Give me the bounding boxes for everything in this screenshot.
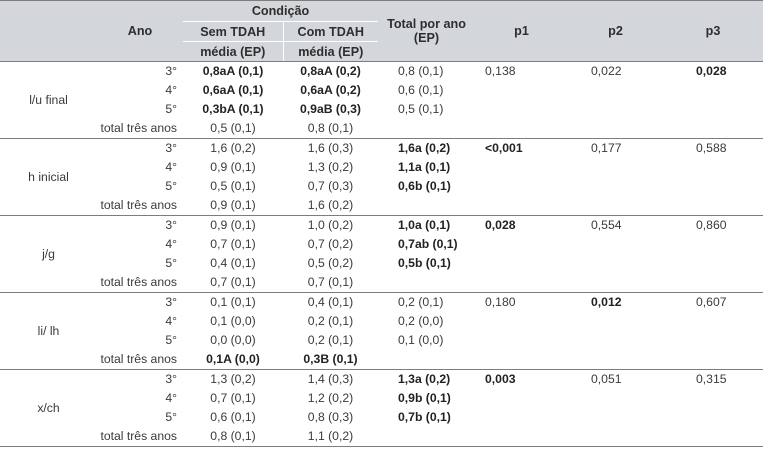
sem-tdah-cell: 0,1 (0,0) [210,314,256,328]
table-row [0,196,763,216]
ano-cell: 5° [165,410,177,424]
p2-cell: 0,051 [591,372,622,386]
sem-tdah-cell: 0,0 (0,0) [210,333,256,347]
total-por-ano-cell: 0,1 (0,0) [398,333,444,347]
com-tdah-cell: 1,1 (0,2) [283,427,378,447]
total-por-ano-cell [378,427,475,447]
com-tdah-cell: 0,8aA (0,2) [300,64,361,78]
total-por-ano-cell: 0,2 (0,0) [398,314,444,328]
total-por-ano-cell [378,119,475,139]
sem-tdah-cell: 0,5 (0,1) [183,119,283,139]
p2-cell-empty [568,177,663,196]
table-row [0,235,763,254]
p3-cell-empty [663,408,763,427]
com-tdah-cell: 0,9aB (0,3) [300,102,361,116]
table-row [0,408,763,427]
p3-cell-empty [663,158,763,177]
com-tdah-cell: 0,3B (0,1) [283,350,378,370]
ano-cell: 5° [165,179,177,193]
p1-cell: 0,180 [485,295,516,309]
total-por-ano-cell: 0,2 (0,1) [398,295,444,309]
total-por-ano-cell: 0,8 (0,1) [398,64,444,78]
ano-cell: 4° [165,314,177,328]
p2-cell-empty [568,81,663,100]
p1-cell-empty [475,196,568,216]
p1-cell: 0,138 [485,64,516,78]
total-por-ano-cell: 0,5 (0,1) [398,102,444,116]
p3-cell-empty [663,427,763,447]
table-row [0,139,763,159]
header-sem-tdah: Sem TDAH [183,22,283,42]
p3-cell-empty [663,254,763,273]
ano-cell: total três anos [97,196,183,216]
row-group-label: li/ lh [0,293,97,370]
sem-tdah-cell: 0,8aA (0,1) [202,64,264,78]
p2-cell-empty [568,196,663,216]
sem-tdah-cell: 0,9 (0,1) [183,196,283,216]
p1-cell-empty [475,81,568,100]
p3-cell-empty [663,196,763,216]
p1-cell-empty [475,100,568,119]
total-por-ano-cell [378,350,475,370]
table-row [0,100,763,119]
header-p2: p2 [568,1,663,62]
p2-cell-empty [568,350,663,370]
table-row [0,331,763,350]
sem-tdah-cell: 0,9 (0,1) [210,160,256,174]
p1-cell-empty [475,119,568,139]
p2-cell-empty [568,119,663,139]
p2-cell-empty [568,158,663,177]
p1-cell-empty [475,350,568,370]
com-tdah-cell: 0,7 (0,1) [283,273,378,293]
p2-cell: 0,554 [591,218,622,232]
com-tdah-cell: 0,8 (0,1) [283,119,378,139]
table-row [0,177,763,196]
row-group-label: h inicial [0,139,97,216]
ano-cell: total três anos [97,427,183,447]
table-row [0,62,763,82]
com-tdah-cell: 0,8 (0,3) [307,410,354,424]
header-p1: p1 [475,1,568,62]
total-por-ano-cell: 0,6b (0,1) [398,179,451,193]
ano-cell: 3° [165,372,177,386]
com-tdah-cell: 0,2 (0,1) [307,333,354,347]
total-por-ano-cell: 1,1a (0,1) [398,160,451,174]
ano-cell: 5° [165,102,177,116]
ano-cell: 3° [165,64,177,78]
p3-cell-empty [663,119,763,139]
p3-cell-empty [663,331,763,350]
sem-tdah-cell: 0,4 (0,1) [210,256,256,270]
table-row [0,254,763,273]
sem-tdah-cell: 0,9 (0,1) [210,218,256,232]
p3-cell-empty [663,312,763,331]
table-header [0,1,763,62]
p3-cell: 0,607 [696,295,727,309]
total-por-ano-cell: 0,5b (0,1) [398,256,451,270]
com-tdah-cell: 1,6 (0,3) [307,141,354,155]
sem-tdah-cell: 0,1A (0,0) [183,350,283,370]
sem-tdah-cell: 0,8 (0,1) [183,427,283,447]
com-tdah-cell: 1,3 (0,2) [307,160,354,174]
com-tdah-cell: 1,0 (0,2) [307,218,354,232]
header-com-tdah: Com TDAH [283,22,378,42]
header-media-ep-sem: média (EP) [183,42,283,62]
total-por-ano-cell: 0,9b (0,1) [398,391,451,405]
p2-cell-empty [568,408,663,427]
p1-cell: 0,028 [485,218,516,232]
p1-cell-empty [475,235,568,254]
com-tdah-cell: 0,4 (0,1) [307,295,354,309]
p2-cell: 0,012 [591,295,622,309]
row-group-label: l/u final [0,62,97,139]
ano-cell: 4° [165,83,177,97]
sem-tdah-cell: 1,3 (0,2) [210,372,256,386]
table-row [0,216,763,236]
p1-cell-empty [475,312,568,331]
table-row [0,293,763,313]
sem-tdah-cell: 0,1 (0,1) [210,295,256,309]
sem-tdah-cell: 1,6 (0,2) [210,141,256,155]
row-group-label: x/ch [0,370,97,447]
header-ano: Ano [97,1,183,62]
ano-cell: total três anos [97,273,183,293]
p2-cell-empty [568,254,663,273]
total-por-ano-cell: 0,7ab (0,1) [398,237,458,251]
com-tdah-cell: 0,5 (0,2) [307,256,354,270]
com-tdah-cell: 1,2 (0,2) [307,391,354,405]
header-empty-cell [0,1,97,62]
table-row [0,389,763,408]
ano-cell: total três anos [97,350,183,370]
p1-cell-empty [475,389,568,408]
com-tdah-cell: 1,6 (0,2) [283,196,378,216]
table-row [0,370,763,390]
header-media-ep-com: média (EP) [283,42,378,62]
total-por-ano-cell: 1,3a (0,2) [398,372,451,386]
ano-cell: 3° [165,295,177,309]
p1-cell-empty [475,177,568,196]
com-tdah-cell: 0,7 (0,3) [307,179,354,193]
p1-cell: <0,001 [485,141,523,155]
p2-cell-empty [568,273,663,293]
p3-cell: 0,860 [696,218,727,232]
com-tdah-cell: 0,6aA (0,2) [300,83,361,97]
p1-cell-empty [475,427,568,447]
p3-cell-empty [663,273,763,293]
total-por-ano-cell [378,196,475,216]
p3-cell-empty [663,81,763,100]
p2-cell-empty [568,235,663,254]
table-row [0,81,763,100]
p1-cell-empty [475,158,568,177]
ano-cell: 3° [165,218,177,232]
com-tdah-cell: 1,4 (0,3) [307,372,354,386]
table-row [0,427,763,447]
total-por-ano-cell: 1,6a (0,2) [398,141,451,155]
p1-cell-empty [475,331,568,350]
total-por-ano-cell: 1,0a (0,1) [398,218,451,232]
p3-cell-empty [663,177,763,196]
ano-cell: 3° [165,141,177,155]
ano-cell: 4° [165,391,177,405]
p2-cell-empty [568,331,663,350]
p2-cell-empty [568,389,663,408]
p3-cell: 0,028 [696,64,727,78]
p3-cell: 0,588 [696,141,727,155]
table-row [0,273,763,293]
p1-cell-empty [475,273,568,293]
table-row [0,158,763,177]
com-tdah-cell: 0,7 (0,2) [307,237,354,251]
sem-tdah-cell: 0,6 (0,1) [210,410,256,424]
row-group-label: j/g [0,216,97,293]
total-por-ano-cell: 0,6 (0,1) [398,83,444,97]
p2-cell-empty [568,312,663,331]
p2-cell: 0,177 [591,141,622,155]
header-p3: p3 [663,1,763,62]
ano-cell: 5° [165,333,177,347]
table-row [0,350,763,370]
ano-cell: 5° [165,256,177,270]
p1-cell: 0,003 [485,372,516,386]
ano-cell: 4° [165,160,177,174]
header-condicao: Condição [183,1,378,22]
table-row [0,312,763,331]
sem-tdah-cell: 0,7 (0,1) [210,237,256,251]
p3-cell-empty [663,100,763,119]
p3-cell-empty [663,235,763,254]
sem-tdah-cell: 0,3bA (0,1) [202,102,264,116]
p2-cell-empty [568,100,663,119]
p3-cell-empty [663,389,763,408]
header-total-por-ano: Total por ano (EP) [378,1,475,62]
sem-tdah-cell: 0,7 (0,1) [210,391,256,405]
ano-cell: total três anos [97,119,183,139]
sem-tdah-cell: 0,6aA (0,1) [202,83,264,97]
p2-cell-empty [568,427,663,447]
total-por-ano-cell [378,273,475,293]
sem-tdah-cell: 0,7 (0,1) [183,273,283,293]
p3-cell-empty [663,350,763,370]
total-por-ano-cell: 0,7b (0,1) [398,410,451,424]
sem-tdah-cell: 0,5 (0,1) [210,179,256,193]
table-body [0,62,763,447]
ano-cell: 4° [165,237,177,251]
table-row [0,119,763,139]
p1-cell-empty [475,408,568,427]
com-tdah-cell: 0,2 (0,1) [307,314,354,328]
p1-cell-empty [475,254,568,273]
p2-cell: 0,022 [591,64,622,78]
p3-cell: 0,315 [696,372,727,386]
